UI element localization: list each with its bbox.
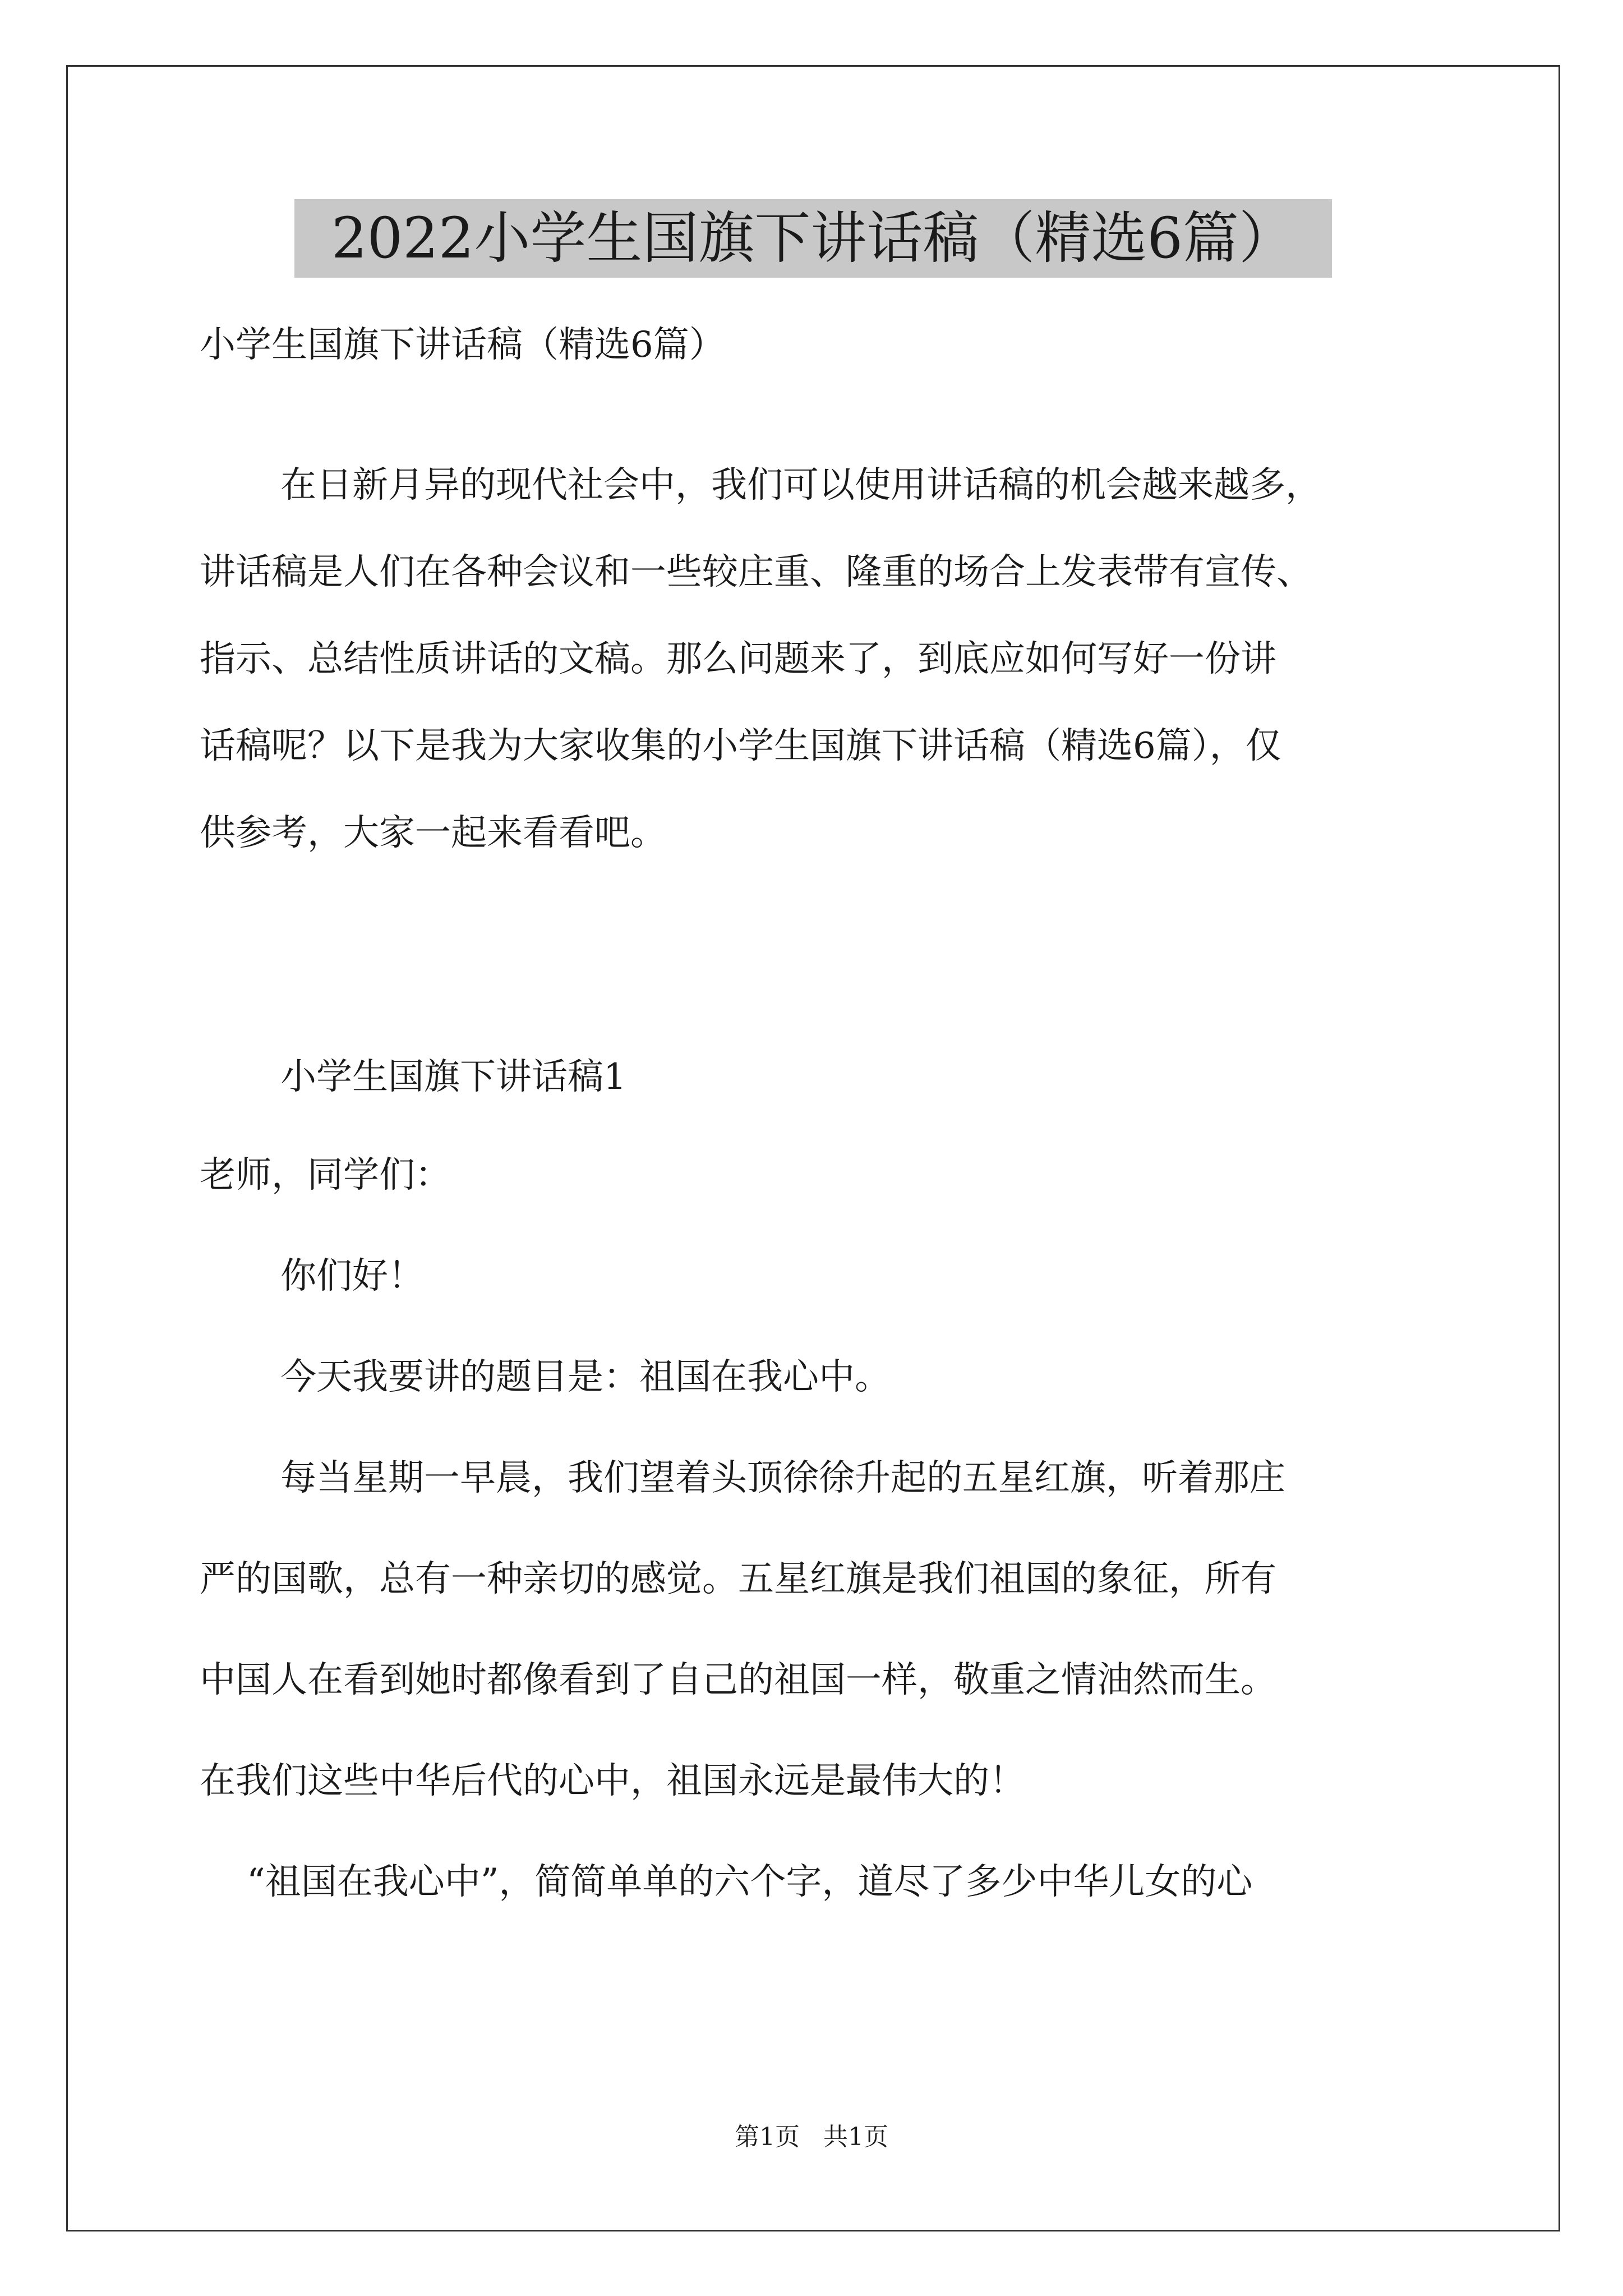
body-line: 严的国歌，总有一种亲切的感觉。五星红旗是我们祖国的象征，所有 bbox=[200, 1558, 1276, 1600]
intro-line: 讲话稿是人们在各种会议和一些较庄重、隆重的场合上发表带有宣传、 bbox=[200, 551, 1312, 593]
body-line: “祖国在我心中”，简简单单的六个字，道尽了多少中华儿女的心 bbox=[247, 1861, 1253, 1903]
page-number: 第1页 bbox=[735, 2123, 800, 2151]
page-total: 共1页 bbox=[823, 2123, 888, 2151]
greeting: 你们好！ bbox=[280, 1255, 424, 1297]
body-line: 在我们这些中华后代的心中，祖国永远是最伟大的！ bbox=[200, 1760, 1025, 1802]
document-subtitle: 小学生国旗下讲话稿（精选6篇） bbox=[200, 324, 725, 366]
body-line: 每当星期一早晨，我们望着头顶徐徐升起的五星红旗，听着那庄 bbox=[280, 1457, 1285, 1499]
intro-line: 在日新月异的现代社会中，我们可以使用讲话稿的机会越来越多， bbox=[280, 464, 1321, 506]
body-line: 中国人在看到她时都像看到了自己的祖国一样，敬重之情油然而生。 bbox=[200, 1659, 1276, 1701]
section-heading: 小学生国旗下讲话稿1 bbox=[280, 1056, 626, 1098]
page-footer bbox=[0, 2120, 1623, 2154]
intro-line: 话稿呢？以下是我为大家收集的小学生国旗下讲话稿（精选6篇），仅 bbox=[200, 725, 1281, 767]
intro-line: 指示、总结性质讲话的文稿。那么问题来了，到底应如何写好一份讲 bbox=[200, 638, 1276, 680]
salutation: 老师，同学们： bbox=[200, 1154, 451, 1196]
intro-line: 供参考，大家一起来看看吧。 bbox=[200, 812, 666, 854]
speech-topic: 今天我要讲的题目是：祖国在我心中。 bbox=[280, 1356, 891, 1398]
document-title: 2022小学生国旗下讲话稿（精选6篇） bbox=[294, 199, 1332, 278]
